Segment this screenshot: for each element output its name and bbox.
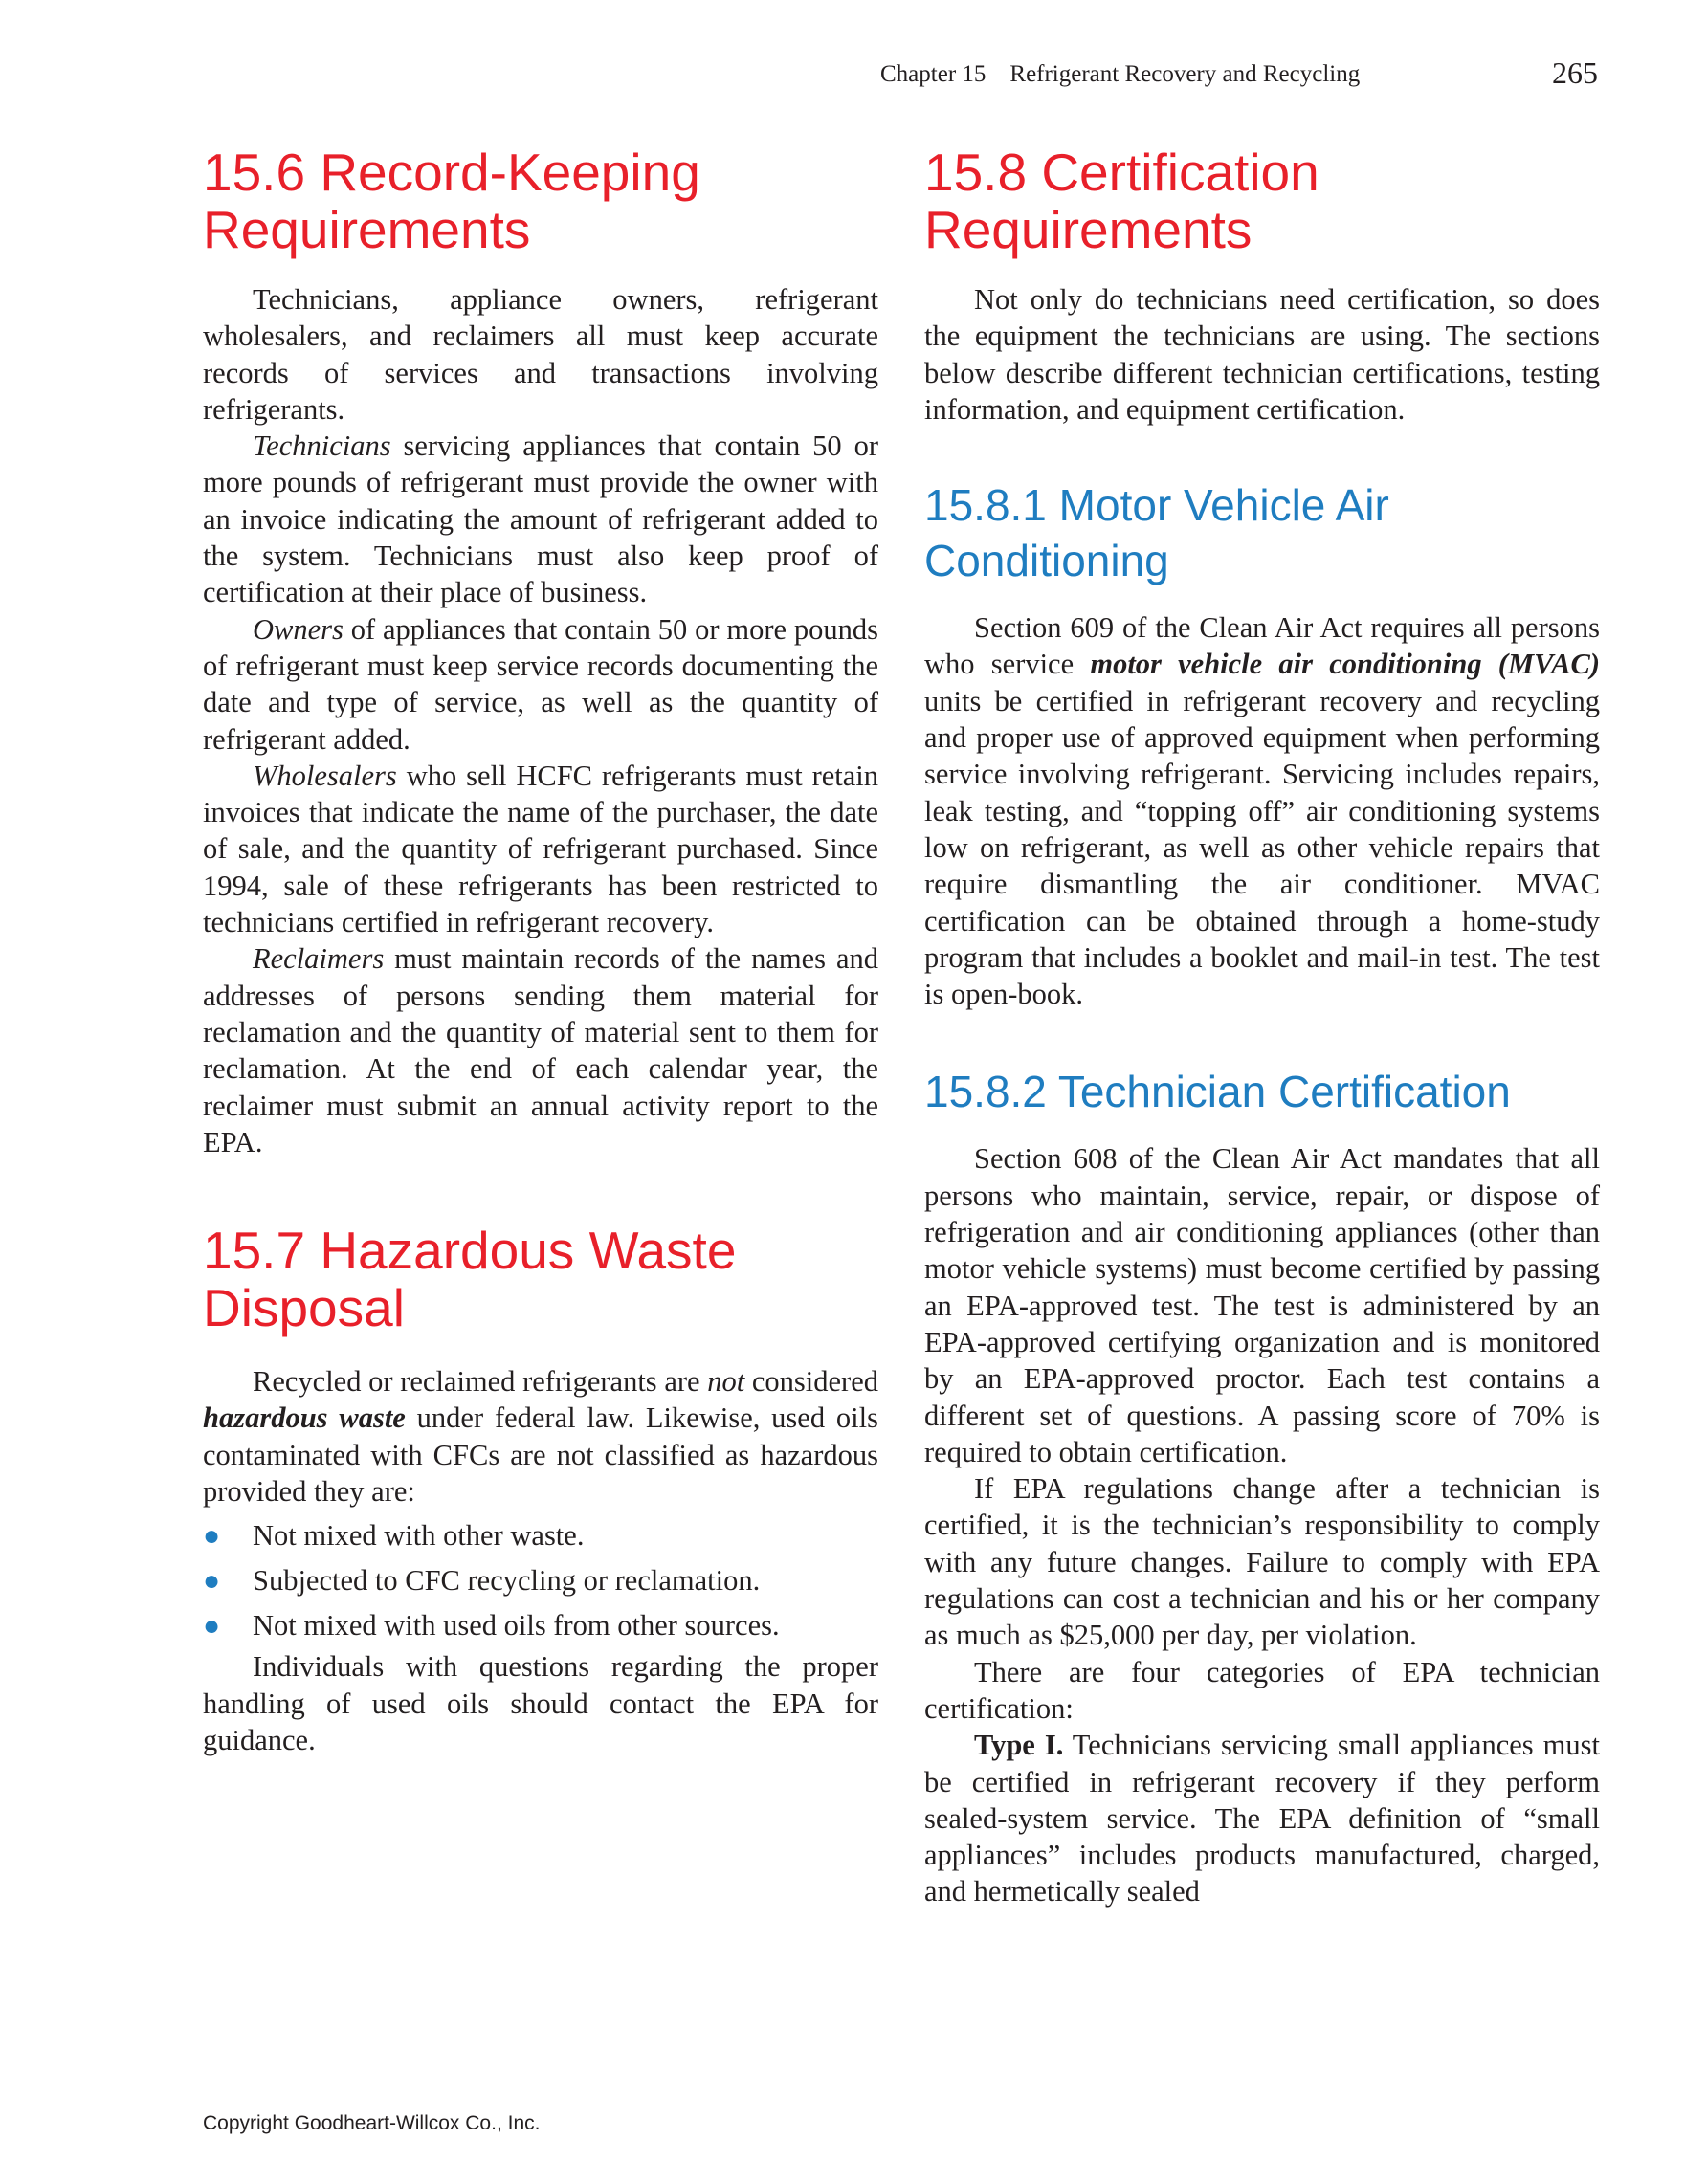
key-term: motor vehicle air conditioning (MVAC) (1090, 648, 1600, 681)
page-number: 265 (1552, 55, 1598, 90)
section-heading-15-8-2: 15.8.2 Technician Certification (924, 1067, 1511, 1117)
paragraph-text: Technicians servicing small appliances must be certified in refrigerant recovery if they perform sealed-system service. The EPA definition of “small appliances” includes products manufactured, charged, and hermetically sealed (924, 1729, 1600, 1908)
right-column (924, 143, 1600, 1910)
list-item (203, 1513, 878, 1558)
paragraph (203, 758, 878, 940)
bullet-icon: ● (203, 1520, 221, 1553)
bullet-list (203, 1513, 878, 1648)
paragraph: If EPA regulations change after a technician is certified, it is the technician’s responsibility to comply with any future changes. Failure to comply with EPA regulations can cost a technician and his or her company as much as $25,000 per day, per violation. (924, 1472, 1600, 1652)
list-item-text: Subjected to CFC recycling or reclamation. (253, 1564, 761, 1598)
paragraph (203, 940, 878, 1160)
section-heading-15-8 (924, 143, 1600, 258)
paragraph: Technicians, appliance owners, refrigerant wholesalers, and reclaimers all must keep accurate records of services and transactions involving refrigerants. (203, 283, 878, 426)
paragraph (924, 1727, 1600, 1909)
paragraph (924, 609, 1600, 1012)
paragraph-text: considered (744, 1365, 878, 1399)
heading-line: 15.8 Certification (924, 143, 1319, 202)
left-column (203, 143, 878, 1758)
section-heading-15-6 (203, 143, 878, 258)
lead-term: Technicians (253, 430, 391, 463)
lead-term: Reclaimers (253, 942, 385, 976)
chapter-title: Chapter 15 Refrigerant Recovery and Recycling (880, 61, 1361, 87)
running-head (880, 55, 1598, 98)
paragraph-text: who sell HCFC refrigerants must retain invoices that indicate the name of the purchaser, the date of sale, and the quantity of refrigerant purchased. Since 1994, sale of these refrigerants has been restricted to technicians certified in refrigerant recovery. (203, 759, 878, 939)
section-heading-15-7 (203, 1222, 878, 1336)
paragraph-text: units be certified in refrigerant recovery and recycling and proper use of approved equipment when performing service involving refrigerant. Servicing includes repairs, leak testing, and “topping off” air conditioning systems low on refrigerant, as well as other vehicle repairs that require dismantling the air conditioner. MVAC certification can be obtained through a home-study program that includes a booklet and mail-in test. The test is open-book. (924, 684, 1600, 1011)
heading-line: Requirements (924, 200, 1253, 259)
list-item-text: Not mixed with used oils from other sources. (253, 1609, 780, 1643)
heading-line: Requirements (203, 200, 531, 259)
heading-line: Conditioning (924, 536, 1169, 586)
paragraph: Section 608 of the Clean Air Act mandates that all persons who maintain, service, repair, or dispose of refrigeration and air conditioning appliances (other than motor vehicle systems) must become certified by passing an EPA-approved test. The test is administered by an EPA-approved certifying organization and is monitored by an EPA-approved proctor. Each test contains a different set of questions. A passing score of 70% is required to obtain certification. (924, 1142, 1600, 1468)
paragraph: Individuals with questions regarding the proper handling of used oils should contact the EPA for guidance. (203, 1650, 878, 1756)
paragraph-text: under federal law. Likewise, used oils contaminated with CFCs are not classified as hazardous provided they are: (203, 1401, 878, 1509)
paragraph-text: Recycled or reclaimed refrigerants are (253, 1365, 708, 1399)
list-item-text: Not mixed with other waste. (253, 1519, 585, 1553)
paragraph: Not only do technicians need certification, so does the equipment the technicians are using. The sections below describe different technician certifications, testing information, and equipment certification. (924, 283, 1600, 426)
heading-line: 15.6 Record-Keeping (203, 143, 700, 202)
paragraph: There are four categories of EPA technician certification: (924, 1655, 1600, 1725)
paragraph-text: of appliances that contain 50 or more pounds of refrigerant must keep service records documenting the date and type of service, as well as the quantity of refrigerant added. (203, 612, 878, 756)
bullet-icon: ● (203, 1610, 221, 1643)
paragraph (203, 428, 878, 610)
paragraph-text: servicing appliances that contain 50 or more pounds of refrigerant must provide the owner with an invoice indicating the amount of refrigerant added to the system. Technicians must also keep proof of certification at their place of business. (203, 430, 878, 609)
paragraph (203, 611, 878, 758)
list-item (203, 1603, 878, 1648)
emphasis-not: not (707, 1365, 745, 1399)
heading-line: 15.7 Hazardous Waste (203, 1221, 737, 1281)
paragraph-text: must maintain records of the names and addresses of persons sending them material for reclamation and the quantity of material sent to them for reclamation. At the end of each calendar year, the reclaimer must submit an annual activity report to the EPA. (203, 942, 878, 1158)
copyright-footer: Copyright Goodheart-Willcox Co., Inc. (203, 2112, 541, 2134)
paragraph (203, 1363, 878, 1510)
lead-term: Type I. (974, 1729, 1064, 1762)
lead-term: Owners (253, 612, 344, 646)
list-item (203, 1558, 878, 1603)
heading-line: 15.8.1 Motor Vehicle Air (924, 480, 1389, 531)
heading-line: Disposal (203, 1278, 405, 1338)
key-term: hazardous waste (203, 1401, 406, 1435)
section-heading-15-8-1 (924, 477, 1600, 588)
paragraph-text: Section 609 of the Clean Air Act requires all persons who service (924, 611, 1600, 681)
lead-term: Wholesalers (253, 759, 397, 792)
bullet-icon: ● (203, 1565, 221, 1598)
